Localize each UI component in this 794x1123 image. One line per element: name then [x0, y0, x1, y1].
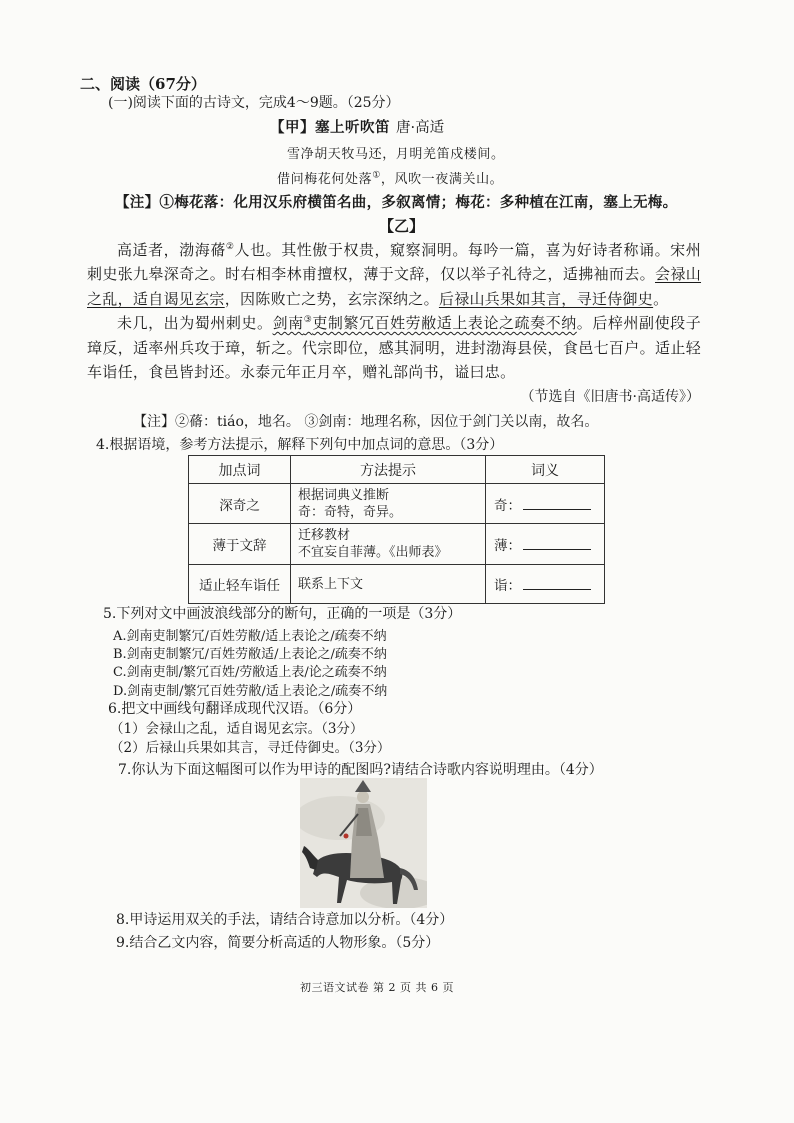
dotted-word: 深奇之	[189, 484, 291, 524]
question-8: 8.甲诗运用双关的手法，请结合诗意加以分析。（4分）	[116, 912, 454, 928]
question-6-item-2: （2）后禄山兵果如其言，寻迁侍御史。（3分）	[110, 740, 391, 756]
text-segment: 高适者，渤海蓨	[117, 241, 226, 259]
poem-author: 唐·高适	[396, 120, 445, 136]
answer-blank	[523, 497, 591, 510]
header-method: 方法提示	[291, 456, 486, 484]
option-c: C.剑南吏制/繁冗百姓/劳敝适上表/论之疏奏不纳	[113, 665, 387, 680]
footnote-marker: ①	[372, 170, 381, 181]
hint-method: 根据词典义推断	[298, 487, 390, 503]
option-b: B.剑南吏制繁冗/百姓劳敝适/上表论之/疏奏不纳	[113, 647, 387, 662]
question-6-item-1: （1）会禄山之乱，适自谒见玄宗。（3分）	[110, 721, 364, 737]
method-hint	[291, 524, 486, 565]
hint-method: 迁移教材	[298, 528, 351, 543]
text-segment: 。后梓州副使段子璋反，适率州兵攻于璋，斩之。代宗即位，感其洞明，进封渤海县侯，食邑七百户。适止轻车诣任，食邑皆封还。永泰元年正月卒，赠礼部尚书，谥曰忠。	[87, 314, 701, 382]
question-9: 9.结合乙文内容，简要分析高适的人物形象。（5分）	[116, 935, 440, 951]
underlined-sentence-1: 会禄山之乱，适自谒见玄宗	[87, 265, 702, 308]
method-hint	[291, 484, 486, 524]
section-title: 二、阅读（67分）	[80, 75, 206, 93]
passage-paragraph-1	[87, 238, 701, 311]
page-footer: 初三语文试卷 第 2 页 共 6 页	[300, 981, 454, 994]
text-segment: 剑南	[272, 314, 304, 333]
passage-label: 【乙】	[379, 217, 425, 235]
hint-example: 奇：奇特，奇异。	[298, 504, 403, 520]
classical-passage	[87, 238, 701, 384]
question-6: 6.把文中画线句翻译成现代汉语。（6分）	[108, 701, 362, 717]
option-a: A.剑南吏制繁冗/百姓劳敝/适上表论之/疏奏不纳	[113, 629, 387, 644]
passage-note: 【注】②蓨：tiáo，地名。 ③剑南：地理名称，因位于剑门关以南，故名。	[133, 414, 599, 430]
meaning-cell	[486, 524, 605, 565]
underlined-sentence-2: 后禄山兵果如其言，寻迁侍御史	[438, 289, 654, 308]
footnote-marker: ③	[303, 315, 313, 326]
text-segment: 吏制繁冗百姓劳敝适上表论之疏奏不纳	[312, 314, 577, 333]
poem-line-2-a: 借问梅花何处落	[277, 172, 373, 187]
meaning-label: 诣：	[494, 578, 521, 594]
poem-heading	[270, 116, 444, 137]
poem-line-2	[277, 168, 503, 187]
text-segment: 人也。其性傲于权贵，窥察洞明。每吟一篇，喜为好诗者称诵。宋州刺史张九皋深奇之。时右相李林甫擅权，薄于文辞，仅以举子礼待之，适拂袖而去。	[87, 241, 701, 284]
hint-example: 不宜妄自菲薄。《出师表》	[298, 545, 448, 560]
passage-source: （节选自《旧唐书·高适传》）	[520, 389, 700, 405]
question-4: 4.根据语境，参考方法提示，解释下列句中加点词的意思。（3分）	[96, 437, 504, 453]
meaning-label: 薄：	[494, 538, 521, 554]
meaning-label: 奇：	[494, 497, 521, 514]
hint-method: 联系上下文	[298, 576, 364, 592]
option-d: D.剑南吏制/繁冗百姓劳敝/适上表论之/疏奏不纳	[113, 684, 388, 699]
poem-line-1: 雪净胡天牧马还，月明羌笛戍楼间。	[287, 147, 505, 162]
poem-note: 【注】①梅花落：化用汉乐府横笛名曲，多叙离情；梅花：多种植在江南，塞上无梅。	[115, 194, 678, 211]
wavy-underlined-sentence	[273, 314, 577, 332]
dotted-word: 适止轻车诣任	[189, 565, 291, 604]
question-7: 7.你认为下面这幅图可以作为甲诗的配图吗?请结合诗歌内容说明理由。（4分）	[118, 762, 603, 778]
question-5: 5.下列对文中画波浪线部分的断句，正确的一项是（3分）	[103, 606, 462, 622]
answer-blank	[523, 537, 591, 550]
header-meaning: 词义	[486, 456, 605, 484]
q4-table	[188, 455, 605, 604]
passage-paragraph-2	[87, 311, 701, 384]
table-row	[189, 484, 605, 524]
rider-head	[357, 791, 369, 803]
poem-title: 【甲】塞上听吹笛	[270, 119, 390, 136]
table-row	[189, 524, 605, 565]
dotted-word: 薄于文辞	[189, 524, 291, 565]
part-instruction: (一)阅读下面的古诗文，完成4～9题。（25分）	[108, 95, 400, 111]
poem-line-2-b: ，风吹一夜满关山。	[380, 172, 504, 187]
text-segment: 未几，出为蜀州刺史。	[117, 314, 273, 333]
red-tassel	[344, 834, 349, 839]
meaning-cell	[486, 565, 605, 604]
header-word: 加点词	[189, 456, 291, 484]
table-header-row	[189, 456, 605, 484]
footnote-marker: ②	[225, 242, 235, 252]
text-segment: 。	[653, 289, 669, 308]
poem-illustration	[300, 778, 427, 908]
meaning-cell	[486, 484, 605, 524]
text-segment: ，因陈败亡之势，玄宗深纳之。	[224, 289, 439, 308]
answer-blank	[523, 577, 591, 590]
method-hint	[291, 565, 486, 604]
table-row	[189, 565, 605, 604]
